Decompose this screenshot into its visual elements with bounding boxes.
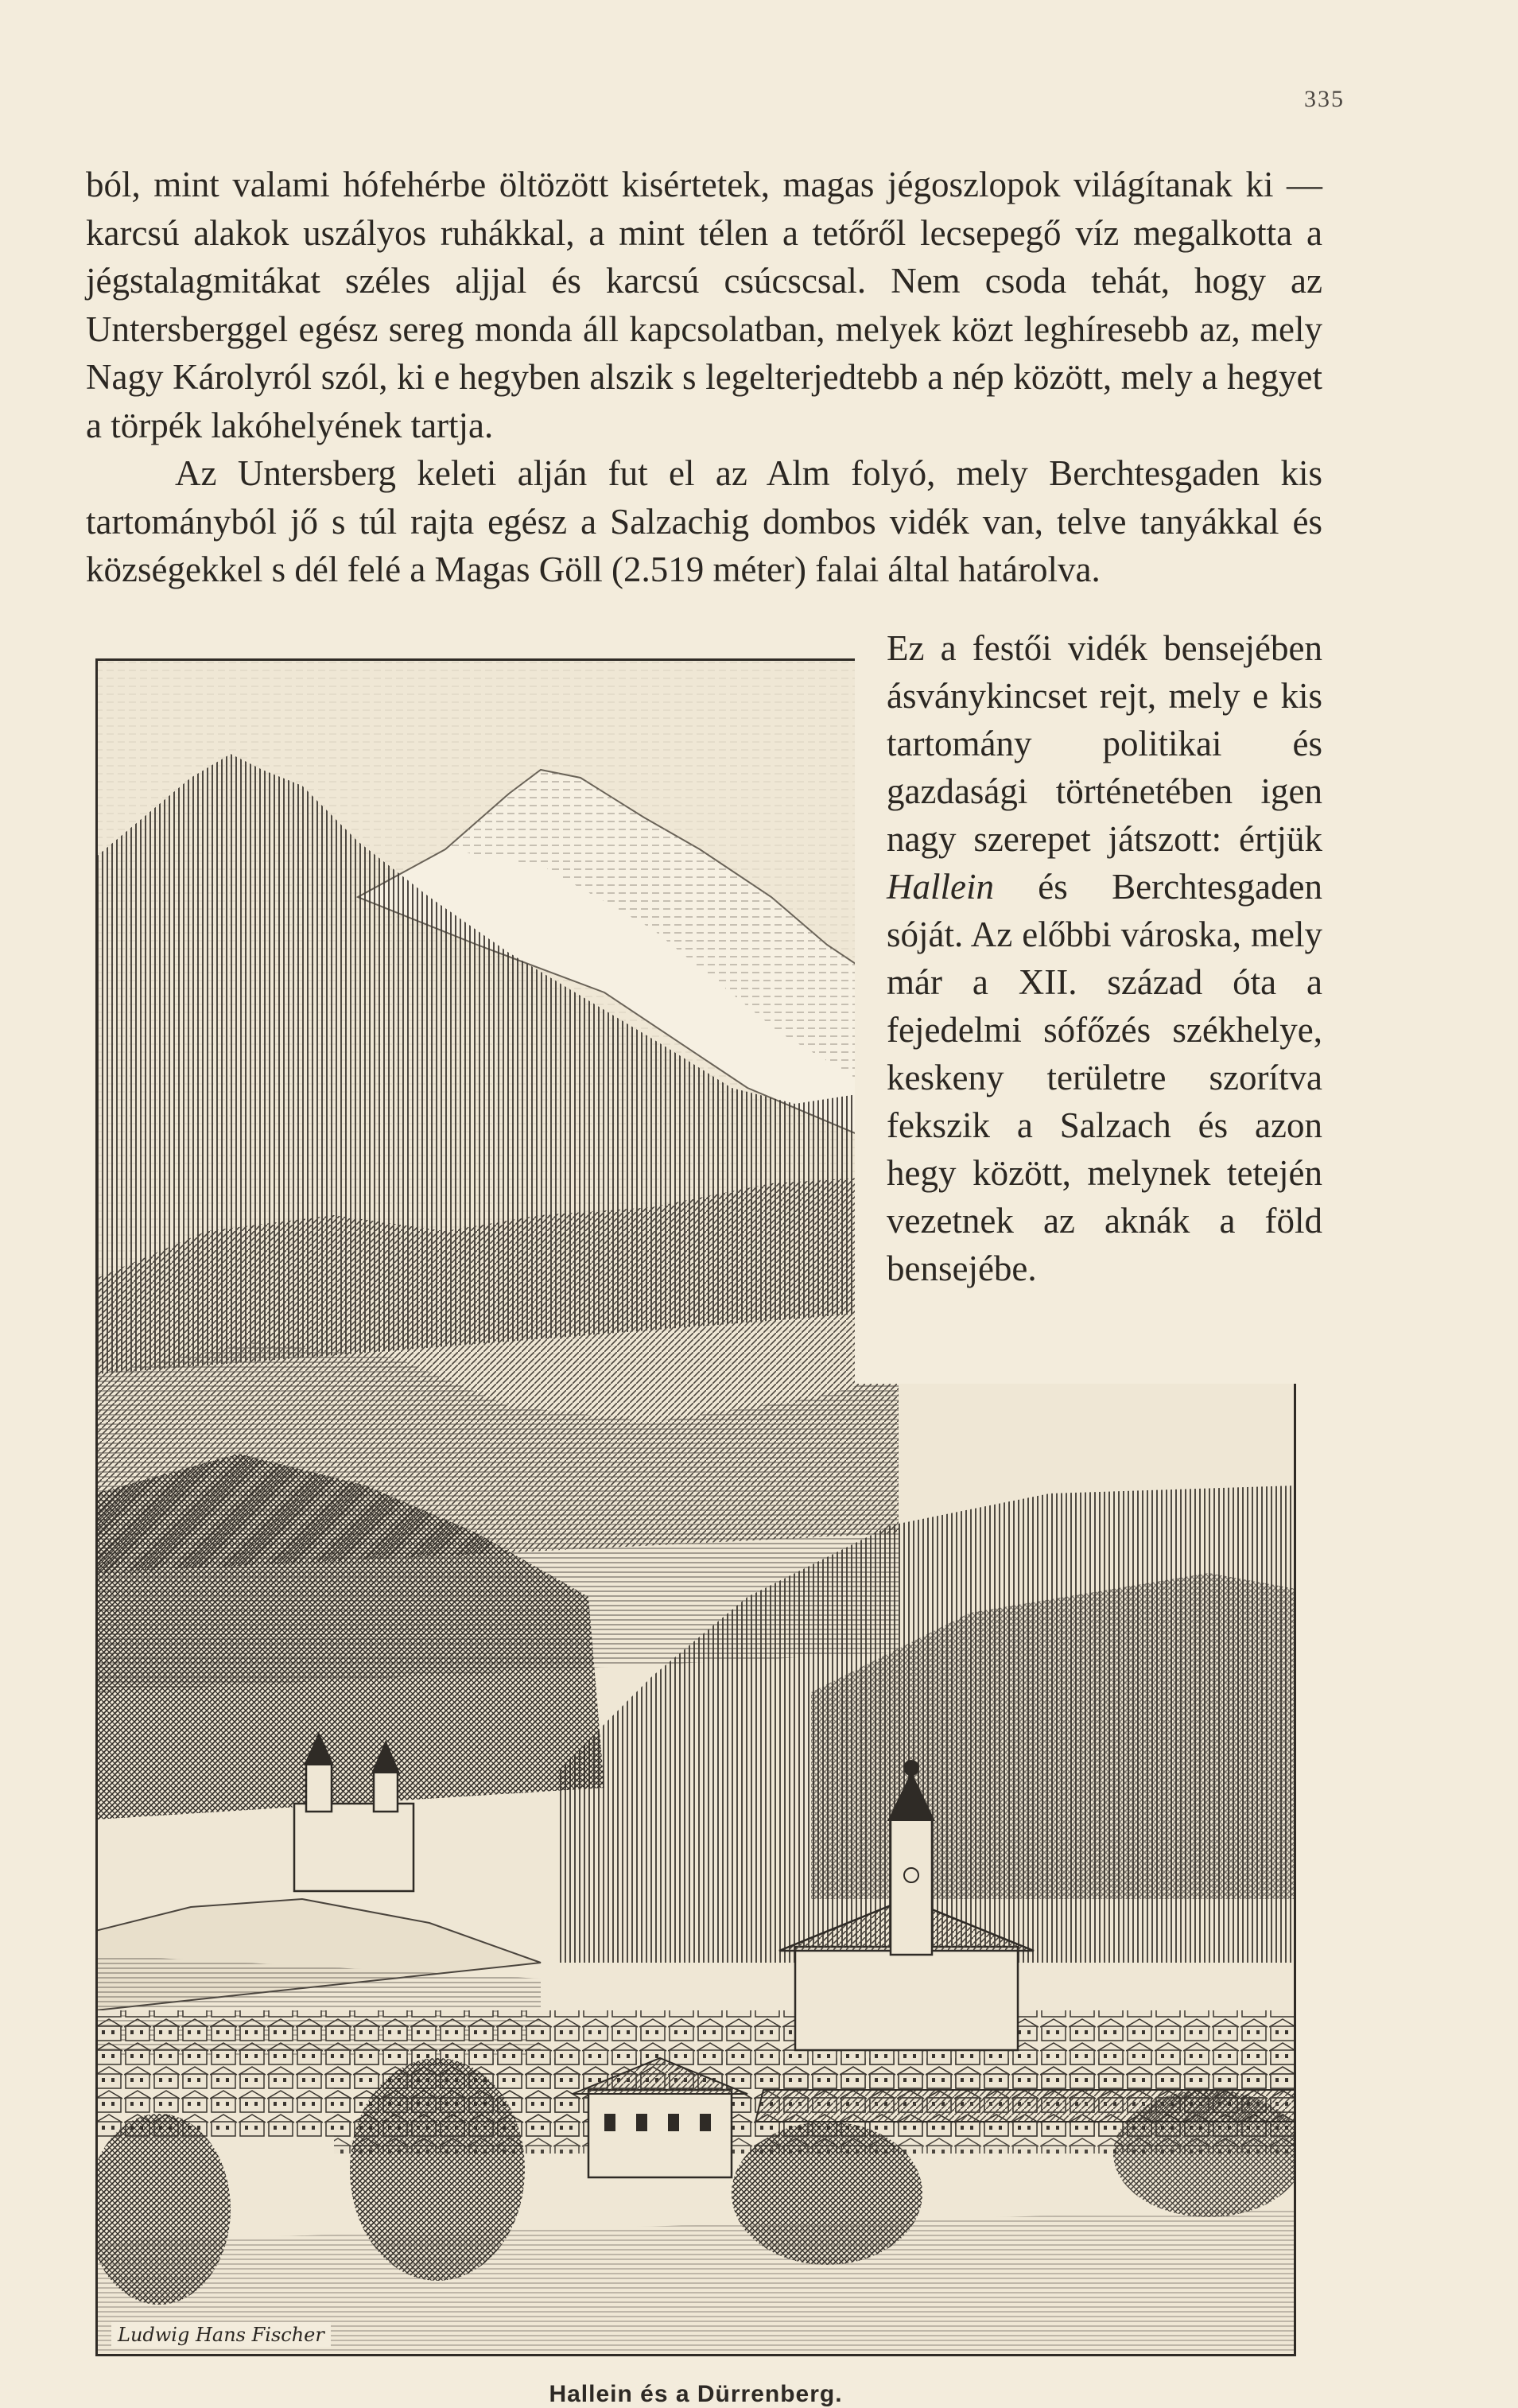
side-text [887,624,1322,1292]
side-paragraph [887,624,1322,1292]
italic-place-name: Hallein [887,867,994,907]
side-text-part-2: és Berchtesgaden sóját. Az előbbi városka, mely már a XII. század óta a fejedelmi sófőzés székhelye, keskeny területre szorítva fekszik a Salzach és azon hegy között, melynek tetején vezetnek az aknák a föld bensejébe. [887,867,1322,1288]
figure-caption: Hallein és a Dürrenberg. [549,2381,843,2407]
paragraph-2: Az Untersberg keleti alján fut el az Alm folyó, mely Berchtesgaden kis tartományból jő s túl rajta egész a Salzachig dombos vidék van, telve tanyákkal és községekkel s dél felé a Magas Göll (2.519 méter) falai által határolva. [86,453,1322,589]
side-text-part-1: Ez a festői vidék bensejében ásványkincset rejt, mely e kis tartomány politikai és gazdasági történetében igen nagy szerepet játszott: értjük [887,628,1322,859]
artist-signature: Ludwig Hans Fischer [111,2322,331,2348]
page-number: 335 [1304,86,1345,112]
body-text [86,161,1322,594]
paragraph-1: ból, mint valami hófehérbe öltözött kisértetek, magas jégoszlopok világítanak ki — karcsú alakok uszályos ruhákkal, a mint télen a tetőről lecsepegő víz megalkotta a jégstalagmitákat széles aljjal és karcsú csúcscsal. Nem csoda tehát, hogy az Untersberggel egész sereg monda áll kapcsolatban, melyek közt leghíresebb az, mely Nagy Károlyról szól, ki e hegyben alszik s legelterjedtebb a nép között, mely a hegyet a törpék lakóhelyének tartja. [86,165,1322,445]
